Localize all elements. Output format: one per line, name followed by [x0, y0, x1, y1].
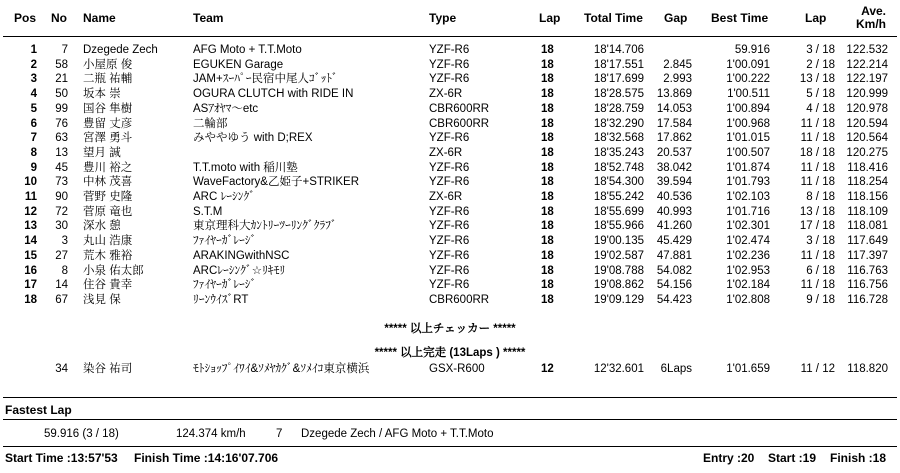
cell-total: 18'55.966: [593, 220, 644, 233]
cell-best-lap: 3 / 18: [806, 235, 835, 248]
col-gap-header: Gap: [664, 11, 688, 25]
cell-no: 72: [55, 205, 68, 218]
cell-name: 二瓶 祐輔: [83, 73, 133, 86]
cell-no: 45: [55, 161, 68, 174]
cell-best-lap: 13 / 18: [799, 73, 835, 86]
cell-gap: 39.594: [656, 176, 692, 189]
cell-best: 1'02.301: [726, 220, 770, 233]
cell-type: YZF-R6: [429, 58, 470, 71]
cell-pos: 1: [30, 44, 37, 56]
cell-gap: 47.881: [656, 249, 692, 262]
cell-no: 34: [55, 363, 68, 375]
cell-type: ZX-6R: [429, 88, 463, 101]
cell-type: CBR600RR: [429, 293, 490, 306]
cell-best-lap: 13 / 18: [799, 205, 835, 218]
start-count: Start :19: [768, 451, 817, 465]
cell-total: 19'02.587: [593, 249, 644, 262]
cell-type: YZF-R6: [429, 44, 470, 56]
cell-gap: 2.845: [663, 58, 692, 71]
finish-note: ***** 以上完走 (13Laps ) *****: [374, 347, 526, 359]
cell-name: 菅野 史隆: [83, 191, 133, 203]
result-row: [0, 293, 900, 308]
cell-gap: 6Laps: [660, 363, 692, 375]
cell-name: 菅原 竜也: [83, 205, 133, 218]
fastest-lap-title: Fastest Lap: [5, 403, 72, 417]
cell-total: 19'08.862: [593, 279, 644, 292]
cell-best: 1'00.507: [726, 146, 770, 159]
result-row: [0, 264, 900, 279]
cell-type: YZF-R6: [429, 220, 470, 233]
cell-lap: 18: [541, 132, 554, 145]
start-time: Start Time :13:57'53: [5, 451, 118, 465]
cell-team: WaveFactory&乙姫子+STRIKER: [193, 176, 360, 189]
cell-name: 住谷 貴幸: [83, 279, 133, 292]
col-best-time-header: Best Time: [711, 11, 769, 25]
cell-avg: 120.978: [846, 102, 888, 115]
finish-count: Finish :18: [830, 451, 887, 465]
cell-best-lap: 2 / 18: [806, 58, 835, 71]
cell-name: 宮澤 勇斗: [83, 132, 133, 145]
cell-lap: 18: [541, 73, 554, 86]
result-row: [0, 58, 900, 73]
cell-avg: 118.081: [847, 220, 888, 233]
col-avg-speed-header: [856, 0, 886, 36]
cell-no: 73: [55, 176, 68, 189]
result-row: [0, 102, 900, 117]
cell-team: AFG Moto + T.T.Moto: [193, 44, 302, 56]
cell-avg: 118.416: [847, 161, 888, 174]
cell-name: Dzegede Zech: [83, 44, 158, 56]
cell-total: 18'17.551: [593, 58, 644, 71]
cell-best: 1'00.091: [726, 58, 770, 71]
cell-avg: 120.999: [846, 88, 888, 101]
cell-best-lap: 8 / 18: [806, 191, 835, 203]
cell-pos: 9: [30, 161, 37, 174]
cell-pos: 11: [24, 191, 37, 203]
result-row: [0, 72, 900, 87]
cell-best-lap: 11 / 18: [800, 249, 835, 262]
cell-best: 1'02.953: [726, 264, 770, 277]
cell-name: 深水 憩: [83, 220, 121, 233]
cell-team: ASｱｵﾔﾏ～etc: [193, 102, 259, 115]
cell-best: 1'01.874: [726, 161, 770, 174]
cell-type: YZF-R6: [429, 73, 470, 86]
cell-avg: 122.197: [846, 73, 888, 86]
cell-avg: 118.254: [847, 176, 888, 189]
cell-no: 30: [55, 220, 68, 233]
col-no-header: No: [51, 11, 67, 25]
cell-no: 76: [55, 117, 68, 130]
cell-gap: 54.082: [656, 264, 692, 277]
cell-team: ARCﾚｰｼﾝｸﾞ☆ﾘｷﾓﾘ: [193, 264, 286, 277]
cell-team: ﾓﾄｼｮｯﾌﾟｲﾜｲ&ｿﾒﾔｶｸﾞ&ｿﾒｲｺ東京横浜: [193, 363, 370, 375]
cell-best: 1'01.015: [726, 132, 770, 145]
cell-gap: 54.156: [656, 279, 692, 292]
cell-total: 18'28.759: [593, 102, 644, 115]
cell-total: 19'09.129: [593, 293, 644, 306]
cell-lap: 18: [541, 176, 554, 189]
cell-best-lap: 6 / 18: [806, 264, 835, 277]
cell-avg: 116.763: [847, 264, 888, 277]
footer-divider: [3, 446, 897, 447]
cell-total: 19'00.135: [593, 235, 644, 248]
cell-no: 58: [55, 58, 68, 71]
cell-no: 67: [55, 293, 68, 306]
cell-team: ﾌｧｲﾔｰｶﾞﾚｰｼﾞ: [193, 235, 257, 248]
cell-total: 18'32.568: [593, 132, 644, 145]
cell-no: 13: [55, 146, 68, 159]
cell-best-lap: 17 / 18: [799, 220, 835, 233]
cell-gap: [648, 43, 692, 58]
cell-name: 小泉 佑太郎: [83, 264, 144, 277]
cell-gap: 14.053: [656, 102, 692, 115]
cell-avg: 122.532: [846, 44, 888, 56]
checker-note: ***** 以上チェッカー *****: [384, 323, 516, 335]
result-row: [0, 175, 900, 190]
cell-lap: 18: [541, 235, 554, 248]
cell-type: CBR600RR: [429, 117, 490, 130]
cell-best-lap: 11 / 18: [800, 279, 835, 292]
cell-lap: 18: [541, 161, 554, 174]
cell-name: 坂本 崇: [83, 88, 121, 101]
cell-gap: 20.537: [656, 146, 692, 159]
cell-pos: 12: [24, 205, 37, 218]
cell-lap: 18: [541, 264, 554, 277]
cell-best: 1'00.968: [726, 117, 770, 130]
cell-avg: 116.756: [847, 279, 888, 292]
result-row: [0, 234, 900, 249]
cell-no: 3: [61, 235, 68, 248]
dnf-row: [0, 362, 900, 377]
cell-name: 中林 茂喜: [83, 176, 133, 189]
cell-total: 12'32.601: [593, 363, 644, 375]
results-header: [0, 0, 900, 38]
cell-no: 90: [55, 191, 68, 203]
cell-team: [193, 146, 423, 161]
cell-best: 1'00.894: [726, 102, 770, 115]
cell-team: 東京理科大ｶﾝﾄﾘｰﾂｰﾘﾝｸﾞｸﾗﾌﾞ: [193, 220, 337, 233]
col-lap-header: Lap: [539, 11, 561, 25]
cell-name: 豊留 丈彦: [83, 117, 133, 130]
cell-lap: 18: [541, 191, 554, 203]
cell-best-lap: 3 / 18: [806, 44, 835, 56]
fastest-lap-no: 7: [276, 428, 283, 440]
cell-pos: 4: [30, 88, 37, 101]
cell-pos: 8: [30, 146, 37, 159]
cell-team: OGURA CLUTCH with RIDE IN: [193, 88, 354, 101]
finish-time: Finish Time :14:16'07.706: [134, 451, 279, 465]
cell-avg: 122.214: [846, 58, 888, 71]
cell-team: 二輪部: [193, 117, 228, 130]
cell-pos: 14: [24, 235, 37, 248]
cell-pos: 15: [24, 249, 37, 262]
cell-best-lap: 11 / 18: [800, 132, 835, 145]
cell-no: 14: [55, 279, 68, 292]
cell-lap: 18: [541, 58, 554, 71]
cell-lap: 18: [541, 88, 554, 101]
result-row: [0, 249, 900, 264]
cell-best: 1'02.474: [726, 235, 770, 248]
cell-type: CBR600RR: [429, 102, 490, 115]
fastest-lap-divider-top: [3, 397, 897, 398]
cell-lap: 18: [541, 220, 554, 233]
cell-best-lap: 11 / 18: [800, 176, 835, 189]
header-divider: [3, 36, 897, 37]
cell-type: ZX-6R: [429, 191, 463, 203]
cell-pos: 17: [24, 279, 37, 292]
result-row: [0, 278, 900, 293]
cell-pos: 13: [24, 220, 37, 233]
cell-total: 18'55.242: [593, 191, 644, 203]
cell-no: 8: [61, 264, 68, 277]
cell-best: 1'02.184: [726, 279, 770, 292]
cell-gap: 40.993: [656, 205, 692, 218]
cell-best: 1'01.716: [726, 205, 770, 218]
col-team-header: Team: [193, 11, 224, 25]
cell-avg: 118.820: [847, 363, 888, 375]
cell-lap: 18: [541, 293, 554, 306]
cell-type: YZF-R6: [429, 264, 470, 277]
cell-total: 18'32.290: [593, 117, 644, 130]
col-best-lap-header: Lap: [805, 11, 827, 25]
cell-no: 63: [55, 132, 68, 145]
result-row: [0, 146, 900, 161]
cell-gap: 40.536: [656, 191, 692, 203]
cell-team: みややゆう with D;REX: [193, 132, 313, 145]
cell-gap: 17.862: [656, 132, 692, 145]
cell-best: 1'02.808: [726, 293, 770, 306]
cell-no: 7: [61, 44, 68, 56]
cell-type: GSX-R600: [429, 363, 485, 375]
cell-best-lap: 9 / 18: [806, 293, 835, 306]
cell-team: ARAKINGwithNSC: [193, 249, 290, 262]
fastest-lap-divider: [3, 419, 897, 420]
cell-avg: 118.109: [847, 205, 888, 218]
cell-best-lap: 11 / 12: [800, 363, 835, 375]
cell-avg: 116.728: [847, 293, 888, 306]
cell-total: 18'17.699: [593, 73, 644, 86]
cell-lap: 18: [541, 102, 554, 115]
cell-gap: 54.423: [656, 293, 692, 306]
cell-type: YZF-R6: [429, 235, 470, 248]
entry-count: Entry :20: [703, 451, 755, 465]
cell-gap: 13.869: [656, 88, 692, 101]
cell-lap: 18: [541, 117, 554, 130]
result-row: [0, 43, 900, 58]
cell-best: 1'01.659: [726, 363, 770, 375]
cell-gap: 38.042: [656, 161, 692, 174]
result-row: [0, 161, 900, 176]
cell-no: 99: [55, 102, 68, 115]
cell-no: 27: [55, 249, 68, 262]
cell-name: 豊川 裕之: [83, 161, 133, 174]
cell-type: ZX-6R: [429, 146, 463, 159]
cell-type: YZF-R6: [429, 161, 470, 174]
cell-name: 望月 誠: [83, 146, 121, 159]
cell-pos: 2: [30, 58, 37, 71]
cell-avg: 120.564: [846, 132, 888, 145]
cell-pos: 3: [30, 73, 37, 86]
cell-total: 18'35.243: [593, 146, 644, 159]
cell-type: YZF-R6: [429, 279, 470, 292]
cell-name: 小屋原 俊: [83, 58, 133, 71]
cell-avg: 120.594: [846, 117, 888, 130]
cell-pos: 10: [24, 176, 37, 189]
cell-best-lap: 5 / 18: [806, 88, 835, 101]
cell-team: EGUKEN Garage: [193, 58, 284, 71]
cell-gap: 17.584: [656, 117, 692, 130]
fastest-lap-rider: Dzegede Zech / AFG Moto + T.T.Moto: [301, 428, 494, 440]
cell-best: 59.916: [734, 44, 770, 56]
cell-team: ﾌｧｲﾔｰｶﾞﾚｰｼﾞ: [193, 279, 257, 292]
cell-best-lap: 11 / 18: [800, 161, 835, 174]
col-avg-line1: Ave.: [861, 4, 886, 18]
cell-lap: 18: [541, 205, 554, 218]
cell-avg: 120.275: [846, 146, 888, 159]
cell-team: ARC ﾚｰｼﾝｸﾞ: [193, 191, 255, 203]
cell-name: 荒木 雅裕: [83, 249, 133, 262]
cell-total: 18'14.706: [593, 44, 644, 56]
result-row: [0, 205, 900, 220]
cell-lap: 18: [541, 44, 554, 56]
cell-best: 1'00.222: [726, 73, 770, 86]
cell-pos: [0, 362, 37, 377]
cell-best-lap: 4 / 18: [806, 102, 835, 115]
cell-best: 1'01.793: [726, 176, 770, 189]
cell-gap: 2.993: [663, 73, 692, 86]
cell-best: 1'02.103: [726, 191, 770, 203]
result-row: [0, 131, 900, 146]
cell-pos: 18: [24, 293, 37, 306]
cell-lap: 18: [541, 249, 554, 262]
cell-lap: 18: [541, 279, 554, 292]
cell-name: 丸山 浩康: [83, 235, 133, 248]
result-row: [0, 190, 900, 205]
cell-type: YZF-R6: [429, 132, 470, 145]
cell-no: 21: [55, 73, 68, 86]
col-avg-line2: Km/h: [856, 17, 886, 31]
cell-total: 18'52.748: [593, 161, 644, 174]
cell-no: 50: [55, 88, 68, 101]
cell-team: T.T.moto with 稲川塾: [193, 161, 298, 174]
cell-pos: 16: [24, 264, 37, 277]
cell-name: 国谷 隼樹: [83, 102, 133, 115]
cell-team: JAM+ｽｰﾊﾟｰ民宿中尾人ｺﾞｯﾄﾞ: [193, 73, 338, 86]
col-total-time-header: Total Time: [584, 11, 643, 25]
cell-gap: 41.260: [656, 220, 692, 233]
cell-avg: 118.156: [847, 191, 888, 203]
result-row: [0, 117, 900, 132]
cell-lap: 18: [541, 146, 554, 159]
cell-type: YZF-R6: [429, 205, 470, 218]
cell-total: 18'54.300: [593, 176, 644, 189]
cell-type: YZF-R6: [429, 176, 470, 189]
cell-avg: 117.397: [847, 249, 888, 262]
cell-team: ﾘｰﾝｳｲｽﾞRT: [193, 293, 249, 306]
col-pos-header: Pos: [14, 11, 37, 25]
cell-best-lap: 18 / 18: [799, 146, 835, 159]
cell-lap: 12: [541, 363, 554, 375]
cell-best-lap: 11 / 18: [800, 117, 835, 130]
cell-gap: 45.429: [656, 235, 692, 248]
cell-pos: 5: [30, 102, 37, 115]
cell-pos: 6: [30, 117, 37, 130]
cell-best: 1'02.236: [726, 249, 770, 262]
cell-type: YZF-R6: [429, 249, 470, 262]
cell-team: S.T.M: [193, 205, 223, 218]
result-row: [0, 87, 900, 102]
cell-name: 浅見 保: [83, 293, 121, 306]
col-name-header: Name: [83, 11, 116, 25]
fastest-lap-speed: 124.374 km/h: [176, 428, 246, 440]
cell-best: 1'00.511: [727, 88, 770, 101]
cell-total: 19'08.788: [593, 264, 644, 277]
cell-total: 18'55.699: [593, 205, 644, 218]
cell-name: 染谷 祐司: [83, 363, 133, 375]
result-row: [0, 219, 900, 234]
fastest-lap-time: 59.916 (3 / 18): [44, 428, 119, 440]
cell-avg: 117.649: [847, 235, 888, 248]
cell-pos: 7: [30, 132, 37, 145]
cell-total: 18'28.575: [593, 88, 644, 101]
col-type-header: Type: [429, 11, 457, 25]
